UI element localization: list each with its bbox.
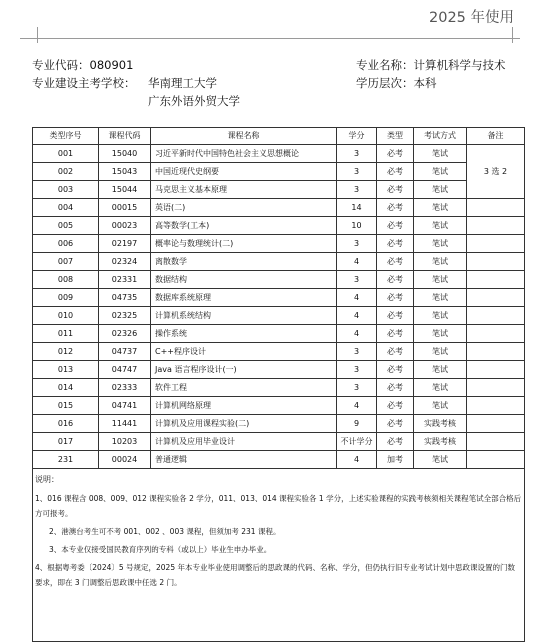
- name-cell: 高等数学(工本): [151, 217, 337, 235]
- name-cell: 操作系统: [151, 325, 337, 343]
- remark-cell: [467, 235, 525, 253]
- code-cell: 02326: [99, 325, 151, 343]
- code-cell: 04735: [99, 289, 151, 307]
- exam-cell: 笔试: [414, 397, 467, 415]
- exam-cell: 笔试: [414, 181, 467, 199]
- type-cell: 必考: [377, 325, 414, 343]
- credit-cell: 4: [337, 307, 377, 325]
- exam-cell: 笔试: [414, 289, 467, 307]
- table-row: [33, 451, 525, 469]
- exam-cell: 笔试: [414, 145, 467, 163]
- credit-cell: 4: [337, 325, 377, 343]
- col-header-exam: 考试方式: [414, 128, 467, 145]
- code-cell: 02331: [99, 271, 151, 289]
- seq-cell: 017: [33, 433, 99, 451]
- seq-cell: 001: [33, 145, 99, 163]
- course-table: [32, 127, 525, 642]
- type-cell: 必考: [377, 379, 414, 397]
- name-cell: 计算机及应用课程实验(二): [151, 415, 337, 433]
- remark-cell: [467, 361, 525, 379]
- code-cell: 04741: [99, 397, 151, 415]
- seq-cell: 014: [33, 379, 99, 397]
- seq-cell: 010: [33, 307, 99, 325]
- type-cell: 必考: [377, 145, 414, 163]
- type-cell: 必考: [377, 163, 414, 181]
- table-row: [33, 361, 525, 379]
- header-rule: [20, 38, 520, 39]
- code-cell: 04747: [99, 361, 151, 379]
- type-cell: 必考: [377, 397, 414, 415]
- note-1: 1、016 课程含 008、009、012 课程实验各 2 学分，011、013、014 课程实验各 1 学分，上述实验课程的实践考核须相关课程笔试全部合格后方可报考。: [35, 494, 522, 518]
- name-cell: 习近平新时代中国特色社会主义思想概论: [151, 145, 337, 163]
- crop-mark-right: [512, 27, 513, 43]
- major-name: 专业名称：计算机科学与技术: [356, 58, 506, 72]
- code-cell: 15043: [99, 163, 151, 181]
- seq-cell: 005: [33, 217, 99, 235]
- notes-cell: [33, 469, 525, 642]
- seq-cell: 016: [33, 415, 99, 433]
- school-1: 华南理工大学: [148, 76, 217, 90]
- exam-cell: 笔试: [414, 325, 467, 343]
- notes-title: 说明：: [35, 475, 59, 484]
- year-tag: 2025 年使用: [429, 10, 515, 26]
- seq-cell: 006: [33, 235, 99, 253]
- credit-cell: 3: [337, 379, 377, 397]
- name-cell: 概率论与数理统计(二): [151, 235, 337, 253]
- notes-row: [33, 469, 525, 642]
- exam-cell: 实践考核: [414, 433, 467, 451]
- credit-cell: 3: [337, 361, 377, 379]
- table-row: [33, 307, 525, 325]
- credit-cell: 不计学分: [337, 433, 377, 451]
- major-code: 专业代码：080901: [32, 58, 134, 72]
- seq-cell: 003: [33, 181, 99, 199]
- remark-cell: [467, 451, 525, 469]
- note-4: 4、根据粤考委〔2024〕5 号规定，2025 年本专业毕业使用调整后的思政课的代码、名称、学分，但仍执行旧专业考试计划中思政课设置的门数要求，即在 3 门调整后思政课中任选 2 门。: [35, 563, 515, 587]
- seq-cell: 002: [33, 163, 99, 181]
- credit-cell: 3: [337, 343, 377, 361]
- name-cell: 计算机网络原理: [151, 397, 337, 415]
- name-cell: 计算机系统结构: [151, 307, 337, 325]
- seq-cell: 004: [33, 199, 99, 217]
- col-header-code: 课程代码: [99, 128, 151, 145]
- table-row: [33, 145, 525, 163]
- code-cell: 02325: [99, 307, 151, 325]
- table-row: [33, 325, 525, 343]
- code-cell: 00024: [99, 451, 151, 469]
- remark-cell: [467, 325, 525, 343]
- exam-cell: 笔试: [414, 217, 467, 235]
- seq-cell: 007: [33, 253, 99, 271]
- code-cell: 00023: [99, 217, 151, 235]
- schools-label: 专业建设主考学校：: [32, 76, 136, 90]
- name-cell: 软件工程: [151, 379, 337, 397]
- credit-cell: 4: [337, 253, 377, 271]
- type-cell: 必考: [377, 235, 414, 253]
- exam-cell: 笔试: [414, 451, 467, 469]
- exam-cell: 笔试: [414, 163, 467, 181]
- type-cell: 必考: [377, 433, 414, 451]
- code-cell: 02324: [99, 253, 151, 271]
- table-row: [33, 343, 525, 361]
- course-table-body: [33, 145, 525, 469]
- table-row: [33, 181, 525, 199]
- credit-cell: 3: [337, 163, 377, 181]
- type-cell: 必考: [377, 181, 414, 199]
- credit-cell: 4: [337, 397, 377, 415]
- remark-cell: [467, 379, 525, 397]
- name-cell: 中国近现代史纲要: [151, 163, 337, 181]
- name-cell: 数据结构: [151, 271, 337, 289]
- remark-cell: [467, 433, 525, 451]
- education-level: 学历层次：本科: [356, 76, 437, 90]
- table-row: [33, 433, 525, 451]
- credit-cell: 14: [337, 199, 377, 217]
- exam-cell: 笔试: [414, 253, 467, 271]
- code-cell: 10203: [99, 433, 151, 451]
- type-cell: 必考: [377, 361, 414, 379]
- remark-cell: [467, 271, 525, 289]
- table-row: [33, 235, 525, 253]
- credit-cell: 3: [337, 271, 377, 289]
- credit-cell: 10: [337, 217, 377, 235]
- type-cell: 必考: [377, 289, 414, 307]
- exam-cell: 笔试: [414, 271, 467, 289]
- remark-cell: [467, 253, 525, 271]
- code-cell: 02197: [99, 235, 151, 253]
- exam-cell: 笔试: [414, 379, 467, 397]
- col-header-remark: 备注: [467, 128, 525, 145]
- seq-cell: 009: [33, 289, 99, 307]
- table-row: [33, 217, 525, 235]
- table-row: [33, 289, 525, 307]
- col-header-name: 课程名称: [151, 128, 337, 145]
- name-cell: 英语(二): [151, 199, 337, 217]
- remark-cell: [467, 217, 525, 235]
- code-cell: 00015: [99, 199, 151, 217]
- code-cell: 02333: [99, 379, 151, 397]
- type-cell: 必考: [377, 307, 414, 325]
- remark-cell: [467, 199, 525, 217]
- remark-cell: [467, 397, 525, 415]
- name-cell: 数据库系统原理: [151, 289, 337, 307]
- table-row: [33, 253, 525, 271]
- table-row: [33, 379, 525, 397]
- type-cell: 必考: [377, 199, 414, 217]
- name-cell: C++程序设计: [151, 343, 337, 361]
- col-header-type: 类型: [377, 128, 414, 145]
- remark-cell: [467, 343, 525, 361]
- type-cell: 必考: [377, 415, 414, 433]
- code-cell: 15040: [99, 145, 151, 163]
- table-row: [33, 163, 525, 181]
- type-cell: 必考: [377, 343, 414, 361]
- seq-cell: 015: [33, 397, 99, 415]
- type-cell: 必考: [377, 271, 414, 289]
- exam-cell: 实践考核: [414, 415, 467, 433]
- name-cell: 计算机及应用毕业设计: [151, 433, 337, 451]
- exam-cell: 笔试: [414, 343, 467, 361]
- note-2: 2、港澳台考生可不考 001、002 、003 课程，但须加考 231 课程。: [49, 527, 281, 536]
- note-3: 3、本专业仅接受国民教育序列的专科（或以上）毕业生申办毕业。: [49, 545, 272, 554]
- exam-cell: 笔试: [414, 307, 467, 325]
- table-header-row: [33, 128, 525, 145]
- code-cell: 15044: [99, 181, 151, 199]
- seq-cell: 012: [33, 343, 99, 361]
- remark-cell: [467, 289, 525, 307]
- credit-cell: 3: [337, 181, 377, 199]
- type-cell: 必考: [377, 217, 414, 235]
- table-row: [33, 271, 525, 289]
- credit-cell: 3: [337, 235, 377, 253]
- col-header-seq: 类型序号: [33, 128, 99, 145]
- type-cell: 加考: [377, 451, 414, 469]
- credit-cell: 4: [337, 451, 377, 469]
- credit-cell: 4: [337, 289, 377, 307]
- col-header-credit: 学分: [337, 128, 377, 145]
- table-row: [33, 415, 525, 433]
- code-cell: 11441: [99, 415, 151, 433]
- seq-cell: 008: [33, 271, 99, 289]
- exam-cell: 笔试: [414, 235, 467, 253]
- code-cell: 04737: [99, 343, 151, 361]
- credit-cell: 9: [337, 415, 377, 433]
- table-row: [33, 199, 525, 217]
- name-cell: 马克思主义基本原理: [151, 181, 337, 199]
- seq-cell: 231: [33, 451, 99, 469]
- credit-cell: 3: [337, 145, 377, 163]
- name-cell: Java 语言程序设计(一): [151, 361, 337, 379]
- exam-cell: 笔试: [414, 199, 467, 217]
- type-cell: 必考: [377, 253, 414, 271]
- remark-cell: [467, 307, 525, 325]
- crop-mark-left: [37, 27, 38, 43]
- seq-cell: 011: [33, 325, 99, 343]
- table-row: [33, 397, 525, 415]
- remark-cell: 3 选 2: [467, 145, 525, 199]
- remark-cell: [467, 415, 525, 433]
- school-2: 广东外语外贸大学: [148, 94, 240, 108]
- seq-cell: 013: [33, 361, 99, 379]
- name-cell: 普通逻辑: [151, 451, 337, 469]
- name-cell: 离散数学: [151, 253, 337, 271]
- exam-cell: 笔试: [414, 361, 467, 379]
